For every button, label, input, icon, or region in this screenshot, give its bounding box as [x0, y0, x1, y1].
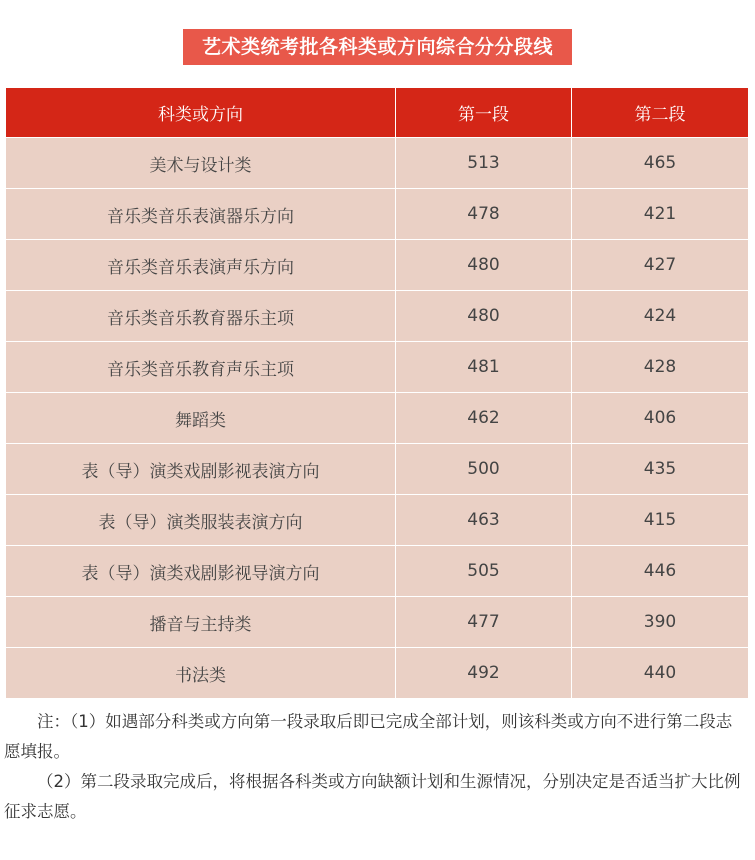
cell-second-stage: 465 — [572, 138, 749, 189]
table-row — [6, 189, 749, 240]
cell-category: 音乐类音乐教育声乐主项 — [6, 342, 396, 393]
cell-second-stage: 406 — [572, 393, 749, 444]
title-wrapper — [0, 29, 755, 65]
table-row — [6, 648, 749, 699]
cell-category: 舞蹈类 — [6, 393, 396, 444]
cell-first-stage: 481 — [396, 342, 572, 393]
cell-second-stage: 421 — [572, 189, 749, 240]
cell-first-stage: 492 — [396, 648, 572, 699]
table-row — [6, 495, 749, 546]
note-1: 注：（1）如遇部分科类或方向第一段录取后即已完成全部计划，则该科类或方向不进行第二段志愿填报。 — [4, 712, 733, 761]
cell-first-stage: 480 — [396, 291, 572, 342]
table-row — [6, 597, 749, 648]
cell-category: 书法类 — [6, 648, 396, 699]
header-category: 科类或方向 — [6, 88, 396, 138]
cell-first-stage: 462 — [396, 393, 572, 444]
cell-category: 音乐类音乐教育器乐主项 — [6, 291, 396, 342]
cell-second-stage: 446 — [572, 546, 749, 597]
cell-category: 音乐类音乐表演声乐方向 — [6, 240, 396, 291]
cell-category: 播音与主持类 — [6, 597, 396, 648]
cell-category: 表（导）演类戏剧影视导演方向 — [6, 546, 396, 597]
cell-first-stage: 513 — [396, 138, 572, 189]
cell-first-stage: 505 — [396, 546, 572, 597]
table-row — [6, 444, 749, 495]
cell-first-stage: 478 — [396, 189, 572, 240]
cell-second-stage: 427 — [572, 240, 749, 291]
table-row — [6, 240, 749, 291]
cell-second-stage: 428 — [572, 342, 749, 393]
cell-first-stage: 480 — [396, 240, 572, 291]
cell-second-stage: 415 — [572, 495, 749, 546]
cell-category: 音乐类音乐表演器乐方向 — [6, 189, 396, 240]
cell-first-stage: 500 — [396, 444, 572, 495]
header-first-stage: 第一段 — [396, 88, 572, 138]
cell-category: 表（导）演类服装表演方向 — [6, 495, 396, 546]
table-row — [6, 138, 749, 189]
cell-category: 美术与设计类 — [6, 138, 396, 189]
cell-second-stage: 390 — [572, 597, 749, 648]
cell-first-stage: 463 — [396, 495, 572, 546]
cell-second-stage: 440 — [572, 648, 749, 699]
header-second-stage: 第二段 — [572, 88, 749, 138]
cell-category: 表（导）演类戏剧影视表演方向 — [6, 444, 396, 495]
note-2: （2）第二段录取完成后，将根据各科类或方向缺额计划和生源情况，分别决定是否适当扩大比例征求志愿。 — [4, 772, 741, 821]
cell-second-stage: 435 — [572, 444, 749, 495]
cell-first-stage: 477 — [396, 597, 572, 648]
table-row — [6, 393, 749, 444]
cell-second-stage: 424 — [572, 291, 749, 342]
table-row — [6, 342, 749, 393]
notes-section — [4, 707, 748, 827]
table-row — [6, 291, 749, 342]
score-table — [5, 87, 749, 699]
page-title: 艺术类统考批各科类或方向综合分分段线 — [183, 29, 572, 65]
table-header-row — [6, 88, 749, 138]
table-row — [6, 546, 749, 597]
